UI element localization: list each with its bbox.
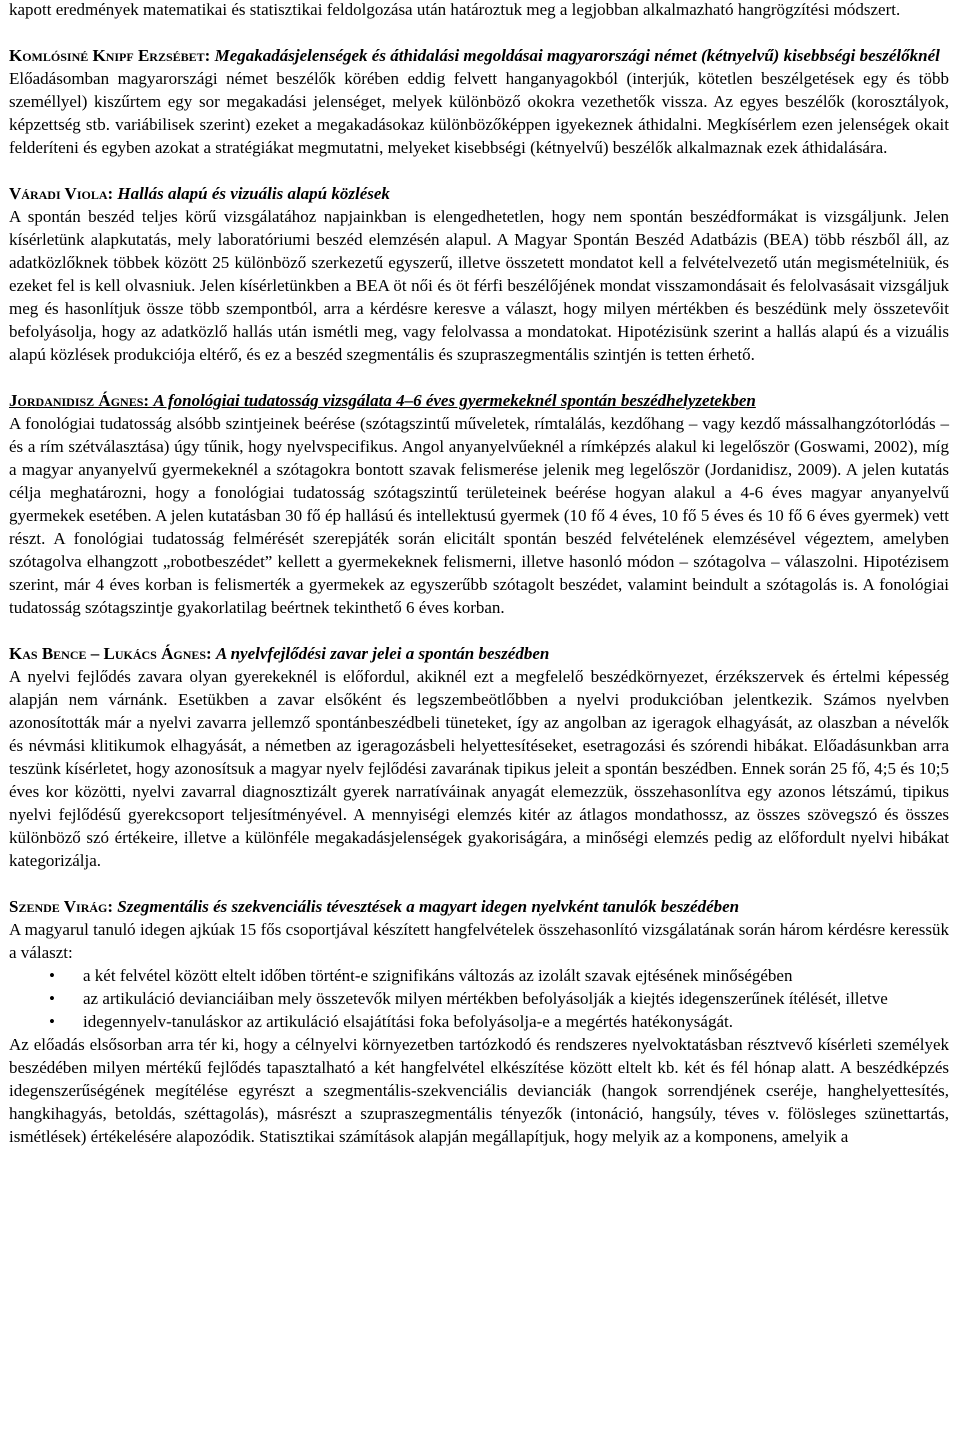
intro-paragraph: kapott eredmények matematikai és statisztikai feldolgozása után határoztuk meg a legjobban alkalmazható hangrögzítési módszert. — [9, 0, 901, 19]
abstract-title: Hallás alapú és vizuális alapú közlések — [117, 184, 390, 203]
abstract-body: A spontán beszéd teljes körű vizsgálatához napjainkban is elengedhetetlen, hogy nem spontán beszédformákat is vizsgáljunk. Jelen kísérletünk alapkutatás, mely laboratóriumi beszéd elemzésén alapul. A Magyar Spontán Beszéd Adatbázis (BEA) több részből áll, az adatközlőknek többek között 25 különböző szerkezetű egyszerű, illetve összetett mondatot kell a felvételvezető után megismételniük, és ezeket fel is kell olvasniuk. Jelen kísérletünkben a BEA öt női és öt férfi beszélőjének mondat visszamondásait és felolvasásait vizsgáljuk meg és hasonlítjuk össze több szempontból, arra a kérdésre keresve a választ, hogy milyen mértékben és beszédünk mely összetevőit befolyásolja, hogy az adatközlő hallás után ismétli meg, vagy felolvassa a mondatokat. Hipotézisünk szerint a hallás alapú és a vizuális alapú közlések produkciója eltérő, és ez a beszéd szegmentális és szupraszegmentális szintjén is tetten érhető. — [9, 207, 949, 364]
bullet-icon: • — [49, 966, 55, 985]
author-name: Jordanidisz Ágnes: — [9, 391, 150, 410]
abstract-body: A nyelvi fejlődés zavara olyan gyerekeknél is előfordul, akiknél ezt a megfelelő beszédkörnyezet, érzékszervek és értelmi képesség alapján nem várnánk. Esetükben a zavar elsőként és legszembeötlőbben a nyelvi produkcióban jelentkezik. Számos nyelvben azonosították már a nyelvi zavarra jellemző spontánbeszédbeli tüneteket, így az angolban az igeragok elhagyását, az olaszban a névelők és névmási klitikumok elhagyását, a németben az igeragozásbeli helyettesítéseket, esetragozási és szórendi hibákat. Előadásunkban arra teszünk kísérletet, hogy azonosítsuk a magyar nyelv fejlődési zavarának tipikus jeleit a spontán beszédben. Ennek során 25 fő, 4;5 és 10;5 éves kor közötti, nyelvi zavarral diagnosztizált gyerek narratíváinak anyagát elemezzük, összehasonlítva egy azonos létszámú, tipikus nyelvi fejlődésű gyerekcsoport teljesítményével. A mennyiségi elemzés kitér az átlagos mondathossz, az összes szövegszó és összes különböző szó értékeire, illetve a különféle megakadásjelenségek gyakoriságára, a minőségi elemzés pedig az előfordult nyelvi hibákat kategorizálja. — [9, 667, 949, 870]
abstract-title: A nyelvfejlődési zavar jelei a spontán beszédben — [215, 644, 550, 663]
abstract-body: Előadásomban magyarországi német beszélők körében eddig felvett hanganyagokból (interjúk, kötetlen beszélgetések egy és több személlyel) kiszűrtem egy sor megakadási jelenséget, melyek különböző okokra vezethetők vissza. Az egyes beszélők (korosztályok, képzettség stb. variábilisek szerint) ezeket a megakadásokaz különbözőképpen igyekeznek áthidalni. Megkísérlem ezen jelenségek okait felderíteni és egyben azokat a stratégiákat megmutatni, melyeket kisebbségi (kétnyelvű) beszélők alkalmaznak ezek áthidalására. — [9, 69, 949, 157]
list-item — [9, 964, 949, 987]
abstract-szende — [9, 895, 949, 1148]
abstract-body-continued: Az előadás elsősorban arra tér ki, hogy a célnyelvi környezetben tartózkodó és rendszeres nyelvoktatásban résztvevő kísérleti személyek beszédében milyen mértékű fejlődés tapasztalható a két hangfelvétel elkészítése között eltelt kb. két és fél hónap alatt. A beszédképzés idegenszerűségének megítélése egyrészt a szegmentális-szekvenciális devianciák (hangok sorrendjének cseréje, hanghelyettesítés, hangkihagyás, betoldás, széttagolás), másrészt a szupraszegmentális tényezők (intonáció, hangsúly, téves v. fölösleges szünettartás, ismétlések) értékelésére alapozódik. Statisztikai számítások alapján megállapítjuk, hogy melyik az a komponens, amelyik a — [9, 1035, 949, 1146]
abstract-body: A magyarul tanuló idegen ajkúak 15 fős csoportjával készített hangfelvételek összehasonlító vizsgálatának során három kérdésre keressük a választ: — [9, 920, 949, 962]
author-name: Váradi Viola: — [9, 184, 114, 203]
abstract-jordanidisz — [9, 389, 949, 619]
abstract-heading — [9, 44, 949, 67]
author-name: Komlósiné Knipf Erzsébet: — [9, 46, 211, 65]
abstract-kas-lukacs — [9, 642, 949, 872]
list-item-text: a két felvétel között eltelt időben történt-e szignifikáns változás az izolált szavak ejtésének minőségében — [83, 966, 793, 985]
abstract-title: Megakadásjelenségek és áthidalási megoldásai magyarországi német (kétnyelvű) kisebbségi beszélőknél — [214, 46, 940, 65]
list-item — [9, 1010, 949, 1033]
abstract-heading — [9, 389, 949, 412]
list-item-text: idegennyelv-tanuláskor az artikuláció elsajátítási foka befolyásolja-e a megértés hatékonyságát. — [83, 1012, 733, 1031]
abstract-body: A fonológiai tudatosság alsóbb szintjeinek beérése (szótagszintű műveletek, rímtalálás, kezdőhang – vagy kezdő mássalhangzótorlódás – és a rím szétválasztása) úgy tűnik, hogy nyelvspecifikus. Angol anyanyelvűeknél a rímképzés alakul ki legelőször (Goswami, 2002), míg a magyar anyanyelvű gyermekeknél a szótagokra bontott szavak felismerése jelenik meg legelőször (Jordanidisz, 2009). A jelen kutatás célja meghatározni, hogy a fonológiai tudatosság szótagszintű területeinek beérése hogyan alakul a 4-6 éves magyar anyanyelvű gyermekek esetében. A jelen kutatásban 30 fő ép hallású és intellektusú gyermek (10 fő 4 éves, 10 fő 5 éves és 10 fő 6 éves gyermek) vett részt. A fonológiai tudatosság felmérését szerepjáték során elicitált spontán beszéd felvételének elemzésével végeztem, amelyben szótagolva elhangzott „robotbeszédet” kellett a gyermekeknek felismerni, illetve hasonló módon – szótagolva – válaszolni. Hipotézisem szerint, már 4 éves korban is felismerték a gyermekek az egyszerűbb szótagolt beszédet, valamint beindult a szótagolás is. A fonológiai tudatosság szótagszintje gyakorlatilag beértnek tekinthető 6 éves korban. — [9, 414, 949, 617]
abstract-title: A fonológiai tudatosság vizsgálata 4–6 éves gyermekeknél spontán beszédhelyzetekben — [153, 391, 756, 410]
author-name: Szende Virág: — [9, 897, 114, 916]
bullet-icon: • — [49, 1012, 55, 1031]
abstract-komlosine — [9, 44, 949, 159]
abstract-title: Szegmentális és szekvenciális tévesztések a magyart idegen nyelvként tanulók beszédében — [117, 897, 740, 916]
abstract-varadi — [9, 182, 949, 366]
list-item-text: az artikuláció devianciáiban mely összetevők milyen mértékben befolyásolják a kiejtés idegenszerűnek ítélését, illetve — [83, 989, 888, 1008]
bullet-icon: • — [49, 989, 55, 1008]
abstract-heading — [9, 642, 949, 665]
author-name: Kas Bence – Lukács Ágnes: — [9, 644, 212, 663]
abstract-heading — [9, 895, 949, 918]
question-list — [9, 964, 949, 1033]
abstract-heading — [9, 182, 949, 205]
list-item — [9, 987, 949, 1010]
